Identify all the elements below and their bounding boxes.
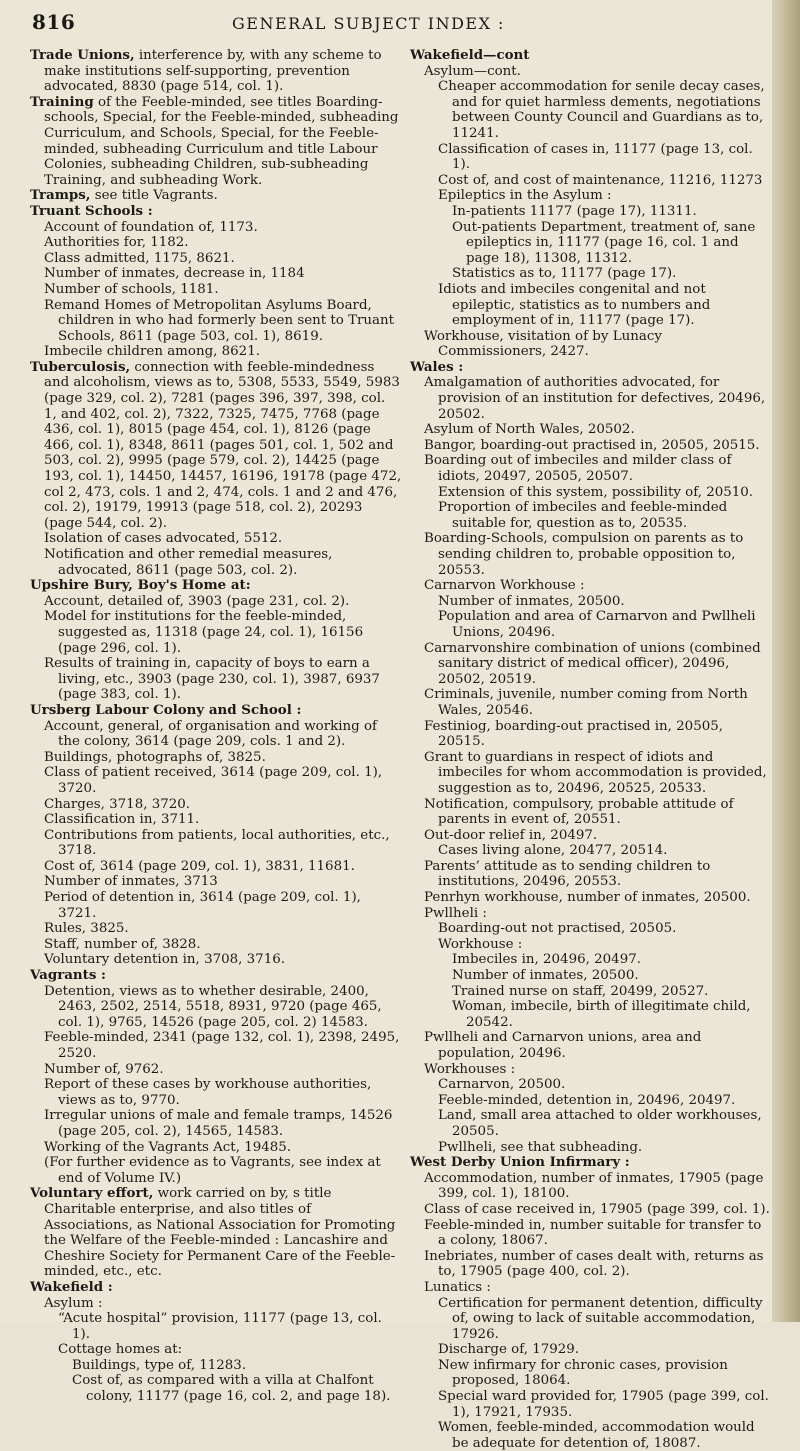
index-heading: Upshire Bury, Boy's Home at: (30, 577, 251, 594)
index-text: Staff, number of, 3828. (44, 936, 201, 952)
index-entry (30, 921, 402, 937)
index-text: Class of case received in, 17905 (page 399, col. 1). (424, 1201, 770, 1217)
index-entry (410, 578, 772, 594)
index-text: Women, feeble-minded, accommodation would be adequate for detention of, 18087. (438, 1420, 755, 1451)
index-entry (30, 656, 402, 703)
index-text: Asylum : (44, 1295, 103, 1311)
index-text: Report of these cases by workhouse authorities, views as to, 9770. (44, 1077, 372, 1108)
index-entry (410, 999, 772, 1030)
index-text: Boarding-Schools, compulsion on parents as to sending children to, probable opposition to, 20553. (424, 531, 744, 578)
index-entry (30, 547, 402, 578)
index-text: Model for institutions for the feeble-minded, suggested as, 11318 (page 24, col. 1), 16156 (page 296, col. 1). (44, 609, 364, 656)
index-text: Discharge of, 17929. (438, 1342, 580, 1358)
index-text: Number of schools, 1181. (44, 281, 219, 297)
index-entry (30, 95, 402, 189)
index-text: Detention, views as to whether desirable, 2400, 2463, 2502, 2514, 5518, 8931, 9720 (page 465, col. 1), 9765, 14526 (page 205, col. 2) 14583. (44, 983, 382, 1030)
index-text: New infirmary for chronic cases, provision proposed, 18064. (438, 1357, 728, 1389)
index-entry (410, 188, 772, 204)
index-text: Contributions from patients, local authorities, etc., 3718. (44, 827, 390, 859)
index-text: Number of inmates, 20500. (452, 968, 639, 984)
index-text: Results of training in, capacity of boys to earn a living, etc., 3903 (page 230, col. 1), 3987, 6937 (page 383, col. 1). (44, 656, 380, 703)
index-entry (30, 828, 402, 859)
index-text: Boarding-out not practised, 20505. (438, 921, 677, 937)
index-entry (30, 952, 402, 968)
index-entry (30, 360, 402, 532)
index-entry (410, 79, 772, 141)
index-text: Pwllheli : (424, 905, 487, 921)
index-entry (410, 329, 772, 360)
index-entry (30, 531, 402, 547)
index-entry (30, 1311, 402, 1342)
index-text: Voluntary detention in, 3708, 3716. (44, 952, 285, 968)
index-entry (410, 422, 772, 438)
index-text: Buildings, photographs of, 3825. (44, 749, 266, 765)
index-text: Feeble-minded in, number suitable for transfer to a colony, 18067. (424, 1217, 762, 1249)
index-text: Classification in, 3711. (44, 812, 200, 828)
index-entry (410, 500, 772, 531)
index-entry (410, 609, 772, 640)
index-text: Carnarvon Workhouse : (424, 578, 585, 594)
index-entry (30, 1358, 402, 1374)
index-entry (410, 1249, 772, 1280)
index-text: Trained nurse on staff, 20499, 20527. (452, 983, 709, 999)
index-text: Woman, imbecile, birth of illegitimate child, 20542. (452, 999, 751, 1030)
index-text: “Acute hospital” provision, 11177 (page 13, col. 1). (58, 1311, 382, 1342)
index-text: Pwllheli and Carnarvon unions, area and population, 20496. (424, 1030, 702, 1061)
index-entry (30, 251, 402, 267)
index-text: Boarding out of imbeciles and milder class of idiots, 20497, 20505, 20507. (424, 453, 732, 485)
index-entry (410, 1342, 772, 1358)
index-entry (410, 531, 772, 578)
index-text: Buildings, type of, 11283. (72, 1357, 247, 1373)
index-entry (30, 220, 402, 236)
index-entry (410, 64, 772, 80)
index-entry (410, 1093, 772, 1109)
index-entry (410, 984, 772, 1000)
index-text: Workhouse, visitation of by Lunacy Commissioners, 2427. (424, 328, 662, 360)
index-entry (30, 1186, 402, 1280)
index-text: Population and area of Carnarvon and Pwllheli Unions, 20496. (438, 609, 756, 640)
index-text: Cases living alone, 20477, 20514. (438, 843, 668, 859)
index-text: of the Feeble-minded, see titles Boarding-schools, Special, for the Feeble-minded, subheading Curriculum, and Schools, Special, for the Feeble-minded, subheading Curriculum and title Labour Colonies, subheading Children, sub-subheading Training, and subheading Work. (44, 94, 399, 188)
index-text: Proportion of imbeciles and feeble-minded suitable for, question as to, 20535. (438, 500, 728, 531)
index-entry (30, 48, 402, 95)
index-entry (410, 1140, 772, 1156)
index-entry (30, 609, 402, 656)
index-text: see title Vagrants. (90, 188, 218, 204)
index-text: Workhouse : (438, 936, 523, 952)
index-text: Number of, 9762. (44, 1061, 164, 1077)
index-heading: Ursberg Labour Colony and School : (30, 701, 302, 718)
index-heading: Training (30, 93, 94, 110)
index-text: Special ward provided for, 17905 (page 399, col. 1), 17921, 17935. (438, 1389, 769, 1420)
index-heading: Truant Schools : (30, 202, 153, 219)
index-entry (30, 188, 402, 204)
index-entry (410, 719, 772, 750)
index-entry (410, 687, 772, 718)
index-entry (410, 1389, 772, 1420)
right-column (410, 48, 772, 1451)
index-entry (410, 859, 772, 890)
index-heading: Tramps, (30, 187, 91, 204)
index-entry (410, 968, 772, 984)
index-entry (410, 641, 772, 688)
index-text: Account of foundation of, 1173. (44, 219, 258, 235)
index-text: Period of detention in, 3614 (page 209, col. 1), 3721. (44, 890, 361, 921)
index-text: Account, general, of organisation and working of the colony, 3614 (page 209, cols. 1 and 2). (44, 718, 377, 750)
index-entry (410, 282, 772, 329)
index-text: Accommodation, number of inmates, 17905 (page 399, col. 1), 18100. (424, 1170, 764, 1202)
index-entry (410, 1280, 772, 1296)
index-text: Isolation of cases advocated, 5512. (44, 531, 283, 547)
index-entry (30, 344, 402, 360)
index-text: Out-patients Department, treatment of, sane epileptics in, 11177 (page 16, col. 1 and page 18), 11308, 11312. (452, 219, 756, 266)
index-entry (410, 937, 772, 953)
page-edge (772, 0, 800, 1322)
index-text: Statistics as to, 11177 (page 17). (452, 266, 677, 282)
index-entry (410, 142, 772, 173)
index-text: Number of inmates, decrease in, 1184 (44, 266, 305, 282)
index-entry (30, 719, 402, 750)
index-entry (30, 1342, 402, 1358)
index-entry (30, 1296, 402, 1312)
index-text: Bangor, boarding-out practised in, 20505, 20515. (424, 437, 760, 453)
index-text: Asylum of North Wales, 20502. (424, 422, 635, 438)
index-entry (410, 1108, 772, 1139)
index-text: Class admitted, 1175, 8621. (44, 250, 235, 266)
index-entry (30, 1077, 402, 1108)
page-number: 816 (32, 10, 76, 34)
index-text: Amalgamation of authorities advocated, for provision of an institution for defectives, 20496, 20502. (424, 375, 766, 422)
index-entry (30, 1030, 402, 1061)
index-text: Working of the Vagrants Act, 19485. (44, 1139, 292, 1155)
index-text: Cheaper accommodation for senile decay cases, and for quiet harmless dements, negotiations between County Council and Guardians as to, 11241. (438, 79, 765, 141)
index-text: Irregular unions of male and female tramps, 14526 (page 205, col. 2), 14565, 14583. (44, 1108, 393, 1139)
index-heading: Trade Unions, (30, 47, 135, 63)
page-header (32, 8, 772, 38)
index-entry (30, 594, 402, 610)
index-text: Number of inmates, 20500. (438, 593, 625, 609)
index-text: Notification, compulsory, probable attitude of parents in event of, 20551. (424, 796, 734, 828)
index-text: (For further evidence as to Vagrants, see index at end of Volume IV.) (44, 1155, 381, 1186)
index-entry (30, 859, 402, 875)
index-entry (410, 438, 772, 454)
index-heading: Voluntary effort, (30, 1185, 154, 1202)
index-heading: Vagrants : (30, 967, 106, 984)
index-text: Asylum—cont. (424, 63, 521, 79)
index-entry (30, 765, 402, 796)
index-entry (410, 173, 772, 189)
index-entry (30, 750, 402, 766)
index-text: Cost of, as compared with a villa at Chalfont colony, 11177 (page 16, col. 2, and page 18). (72, 1373, 391, 1405)
index-entry (30, 937, 402, 953)
index-text: Feeble-minded, 2341 (page 132, col. 1), 2398, 2495, 2520. (44, 1030, 400, 1061)
index-entry (410, 1171, 772, 1202)
index-entry (410, 266, 772, 282)
index-heading: Wakefield—cont (410, 47, 530, 63)
index-entry (410, 360, 772, 376)
index-entry (410, 1030, 772, 1061)
index-text: Lunatics : (424, 1279, 491, 1295)
index-entry (30, 797, 402, 813)
index-entry (410, 1202, 772, 1218)
index-text: connection with feeble-mindedness and alcoholism, views as to, 5308, 5533, 5549, 5983 (page 329, col. 2), 7281 (pages 396, 397, 398, col. 1, and 402, col. 2), 7322, 7325, 7475, 7768 (page 436, col. 1), 8015 (page 454, col. 1), 8126 (page 466, col. 1), 8348, 8611 (pages 501, col. 1, 502 and 503, col. 2), 9995 (page 579, col. 2), 14425 (page 193, col. 1), 14450, 14457, 16196, 19178 (page 472, col 2, 473, cols. 1 and 2, 474, cols. 1 and 2 and 476, col. 2), 19179, 19913 (page 518, col. 2), 20293 (page 544, col. 2). (44, 359, 402, 531)
index-entry (410, 906, 772, 922)
index-text: Imbeciles in, 20496, 20497. (452, 952, 641, 968)
index-entry (410, 921, 772, 937)
index-entry (30, 1280, 402, 1296)
index-text: Cost of, 3614 (page 209, col. 1), 3831, 11681. (44, 858, 355, 874)
index-text: Carnarvonshire combination of unions (combined sanitary district of medical officer), 20496, 20502, 20519. (424, 640, 761, 687)
index-heading: Wakefield : (30, 1278, 113, 1295)
index-text: Certification for permanent detention, difficulty of, owing to lack of suitable accommodation, 17926. (438, 1295, 763, 1342)
index-entry (30, 1062, 402, 1078)
index-text: Workhouses : (424, 1061, 516, 1077)
index-entry (410, 1077, 772, 1093)
index-text: Imbecile children among, 8621. (44, 344, 260, 360)
index-text: Authorities for, 1182. (44, 235, 189, 251)
index-text: work carried on by, s title Charitable enterprise, and also titles of Associations, as National Association for Promoting the Welfare of the Feeble-minded : Lancashire and Cheshire Society for Permanent Care of the Feeble-minded, etc., etc. (44, 1186, 396, 1280)
index-entry (410, 797, 772, 828)
index-entry (30, 235, 402, 251)
index-text: Pwllheli, see that subheading. (438, 1139, 643, 1155)
index-text: Festiniog, boarding-out practised in, 20505, 20515. (424, 718, 724, 750)
index-heading: West Derby Union Infirmary : (410, 1154, 630, 1171)
index-entry (410, 890, 772, 906)
index-entry (410, 453, 772, 484)
index-entry (30, 204, 402, 220)
index-entry (410, 485, 772, 501)
index-entry (410, 204, 772, 220)
index-text: Number of inmates, 3713 (44, 874, 218, 890)
index-entry (410, 1155, 772, 1171)
index-text: Carnarvon, 20500. (438, 1077, 566, 1093)
index-entry (30, 984, 402, 1031)
index-text: Remand Homes of Metropolitan Asylums Board, children in who had formerly been sent to Truant Schools, 8611 (page 503, col. 1), 8619. (44, 297, 395, 344)
index-entry (30, 812, 402, 828)
index-text: Penrhyn workhouse, number of inmates, 20500. (424, 890, 751, 906)
index-entry (30, 703, 402, 719)
index-entry (30, 1140, 402, 1156)
index-entry (410, 750, 772, 797)
running-title: GENERAL SUBJECT INDEX : (232, 14, 505, 33)
index-text: Grant to guardians in respect of idiots and imbeciles for whom accommodation is provided, suggestion as to, 20496, 20525, 20533. (424, 749, 767, 796)
index-heading: Tuberculosis, (30, 358, 131, 375)
index-entry (30, 874, 402, 890)
index-text: Feeble-minded, detention in, 20496, 20497. (438, 1092, 736, 1108)
index-text: Out-door relief in, 20497. (424, 827, 598, 843)
index-entry (410, 594, 772, 610)
index-text: Cost of, and cost of maintenance, 11216, 11273 (438, 172, 763, 188)
index-text: Charges, 3718, 3720. (44, 796, 191, 812)
index-entry (410, 1062, 772, 1078)
index-entry (30, 1373, 402, 1404)
index-entry (410, 1358, 772, 1389)
index-entry (410, 375, 772, 422)
index-entry (30, 266, 402, 282)
index-text: Notification and other remedial measures, advocated, 8611 (page 503, col. 2). (44, 547, 333, 578)
index-entry (30, 1108, 402, 1139)
index-text: Criminals, juvenile, number coming from North Wales, 20546. (424, 687, 748, 718)
index-entry (410, 1420, 772, 1451)
index-entry (30, 282, 402, 298)
index-text: Epileptics in the Asylum : (438, 188, 612, 204)
index-entry (410, 220, 772, 267)
index-text: In-patients 11177 (page 17), 11311. (452, 203, 697, 219)
index-entry (410, 952, 772, 968)
index-text: interference by, with any scheme to make institutions self-supporting, prevention advocated, 8830 (page 514, col. 1). (44, 48, 382, 95)
index-text: Idiots and imbeciles congenital and not epileptic, statistics as to numbers and employment of in, 11177 (page 17). (438, 281, 711, 329)
index-entry (410, 828, 772, 844)
index-text: Classification of cases in, 11177 (page 13, col. 1). (438, 141, 753, 173)
index-text: Cottage homes at: (58, 1342, 183, 1358)
index-entry (30, 968, 402, 984)
index-entry (30, 890, 402, 921)
index-entry (30, 1155, 402, 1186)
index-text: Rules, 3825. (44, 921, 129, 937)
index-entry (410, 843, 772, 859)
index-text: Land, small area attached to older workhouses, 20505. (438, 1108, 762, 1139)
index-text: Account, detailed of, 3903 (page 231, col. 2). (44, 593, 350, 609)
index-entry (410, 48, 772, 64)
left-column (30, 48, 402, 1405)
index-entry (30, 298, 402, 345)
index-text: Inebriates, number of cases dealt with, returns as to, 17905 (page 400, col. 2). (424, 1248, 764, 1280)
index-text: Parents’ attitude as to sending children to institutions, 20496, 20553. (424, 858, 711, 890)
index-entry (410, 1296, 772, 1343)
index-text: Class of patient received, 3614 (page 209, col. 1), 3720. (44, 765, 383, 796)
index-heading: Wales : (410, 358, 464, 375)
index-entry (410, 1218, 772, 1249)
index-text: Extension of this system, possibility of, 20510. (438, 484, 754, 500)
index-entry (30, 578, 402, 594)
